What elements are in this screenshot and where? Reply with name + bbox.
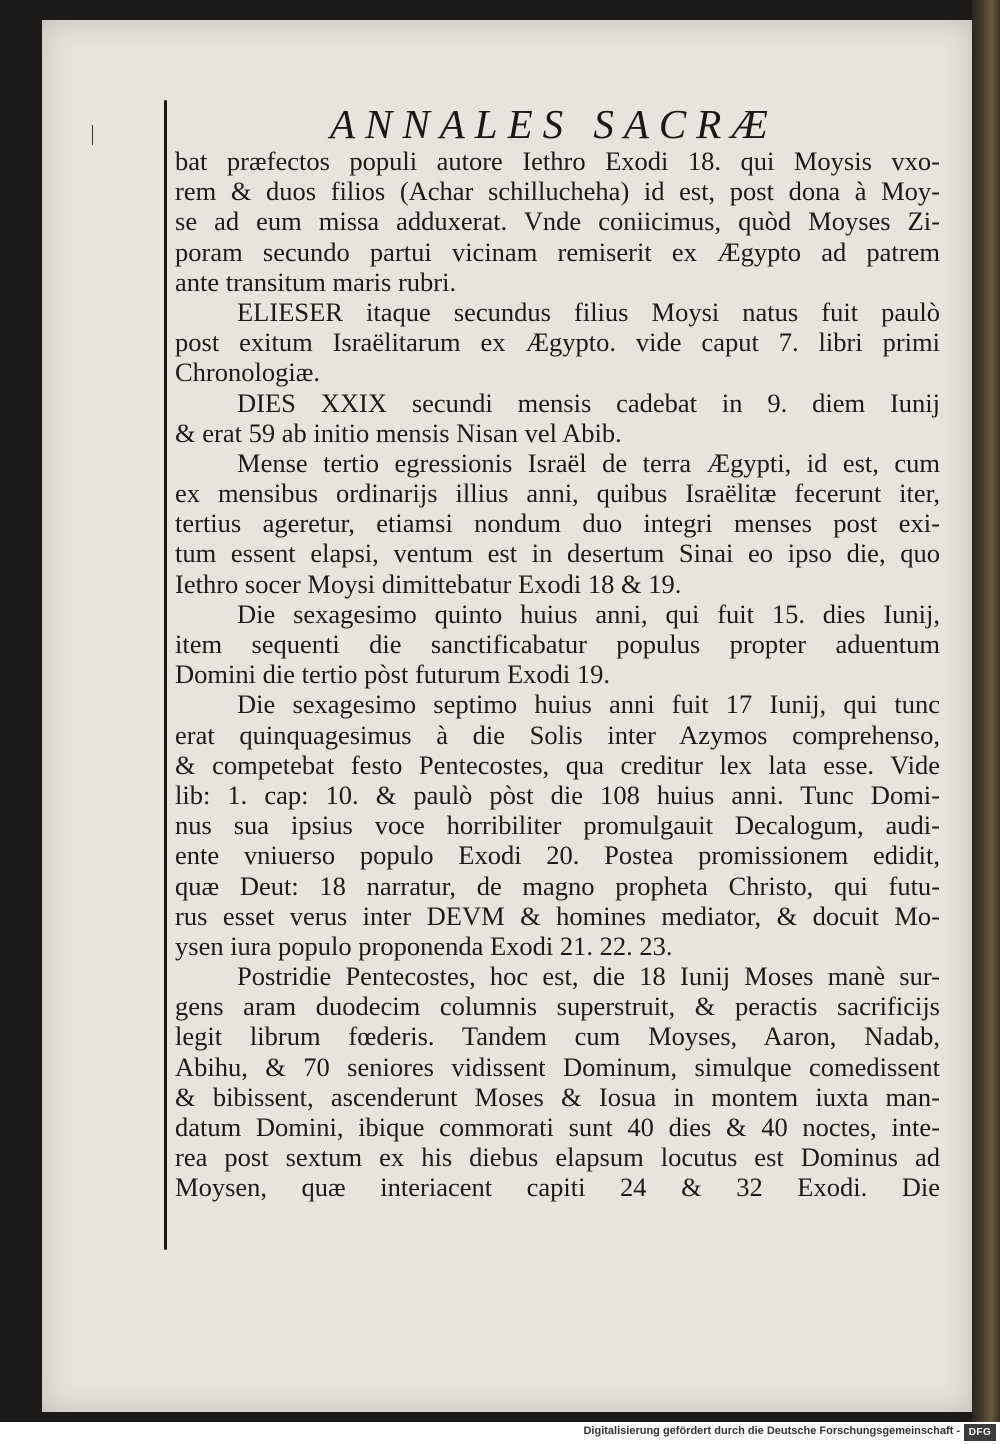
text-line: Moysen, quæ interiacent capiti 24 & 32 Exodi. Die (175, 1172, 940, 1203)
text-line: ex mensibus ordinarijs illius anni, quibus Israëlitæ fecerunt iter, (175, 478, 940, 509)
text-line: ante transitum maris rubri. (175, 266, 457, 297)
text-line: Chronologiæ. (175, 357, 321, 388)
text-line: gens aram duodecim columnis superstruit, & peractis sacrificijs (175, 991, 940, 1022)
footer-bar (0, 1422, 1000, 1444)
text-line: se ad eum missa adduxerat. Vnde coniicimus, quòd Moyses Zi- (175, 206, 940, 237)
text-line: ysen iura populo proponenda Exodi 21. 22. 23. (175, 930, 673, 961)
text-line: Die sexagesimo septimo huius anni fuit 17 Iunij, qui tunc (237, 689, 940, 720)
text-line: item sequenti die sanctificabatur populus propter aduentum (175, 629, 940, 659)
text-line: tertius ageretur, etiamsi nondum duo integri menses post exi- (175, 508, 940, 539)
text-line: & erat 59 ab initio mensis Nisan vel Abib. (175, 417, 622, 448)
text-line: bat præfectos populi autore Iethro Exodi 18. qui Moysis vxo- (175, 146, 940, 176)
text-line: quæ Deut: 18 narratur, de magno propheta Christo, qui futu- (175, 870, 940, 901)
text-line: Abihu, & 70 seniores vidissent Dominum, simulque comedissent (175, 1051, 940, 1082)
page-text (175, 146, 940, 1203)
text-line: rea post sextum ex his diebus elapsum locutus est Dominus ad (175, 1142, 940, 1173)
text-line: nus sua ipsius voce horribiliter promulgauit Decalogum, audi- (175, 810, 940, 841)
margin-rule (164, 100, 167, 1250)
text-line: & competebat festo Pentecostes, qua creditur lex lata esse. Vide (175, 749, 940, 780)
text-line: DIES XXIX secundi mensis cadebat in 9. diem Iunij (237, 387, 940, 418)
text-line: erat quinquagesimus à die Solis inter Azymos comprehenso, (175, 719, 940, 750)
text-line: legit librum fœderis. Tandem cum Moyses, Aaron, Nadab, (175, 1021, 940, 1052)
text-line: ente vniuerso populo Exodi 20. Postea promissionem edidit, (175, 840, 940, 871)
text-line: lib: 1. cap: 10. & paulò pòst die 108 huius anni. Tunc Domi- (175, 779, 940, 810)
running-head: ANNALES SACRÆ (330, 101, 778, 147)
text-line: tum essent elapsi, ventum est in desertum Sinai eo ipso die, quo (175, 538, 940, 569)
text-line: Iethro socer Moysi dimittebatur Exodi 18 & 19. (175, 568, 682, 599)
text-line: Postridie Pentecostes, hoc est, die 18 Iunij Moses manè sur- (237, 961, 940, 992)
margin-mark (92, 125, 93, 145)
text-line: rem & duos filios (Achar schillucheha) id est, post dona à Moy- (175, 176, 940, 207)
text-line: Domini die tertio pòst futurum Exodi 19. (175, 659, 610, 690)
text-line: post exitum Israëlitarum ex Ægypto. vide caput 7. libri primi (175, 327, 940, 358)
text-line: datum Domini, ibique commorati sunt 40 dies & 40 noctes, inte- (175, 1112, 940, 1142)
text-line: ELIESER itaque secundus filius Moysi natus fuit paulò (237, 296, 940, 327)
book-spine (972, 0, 1000, 1422)
text-line: poram secundo partui vicinam remiserit ex Ægypto ad patrem (175, 236, 940, 267)
text-line: Die sexagesimo quinto huius anni, qui fuit 15. dies Iunij, (237, 598, 940, 629)
text-line: & bibissent, ascenderunt Moses & Iosua in montem iuxta man- (175, 1081, 940, 1112)
footer-credit[interactable]: Digitalisierung gefördert durch die Deutsche Forschungsgemeinschaft - (583, 1425, 960, 1437)
text-line: rus esset verus inter DEVM & homines mediator, & docuit Mo- (175, 900, 940, 931)
dfg-logo[interactable]: DFG (964, 1424, 996, 1441)
text-line: Mense tertio egressionis Israël de terra Ægypti, id est, cum (237, 447, 940, 478)
